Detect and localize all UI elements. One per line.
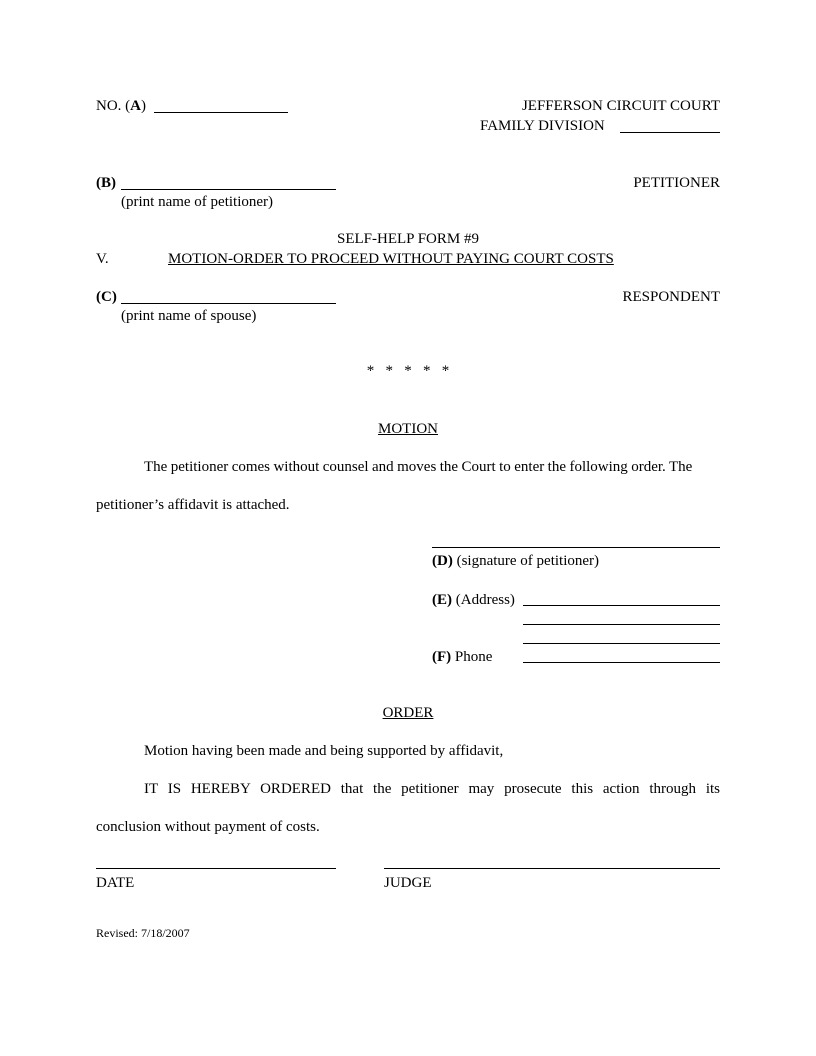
judge-signature-field[interactable] bbox=[384, 868, 720, 869]
respondent-letter-open: ( bbox=[96, 289, 101, 305]
petitioner-role: PETITIONER bbox=[633, 175, 720, 191]
address-label bbox=[432, 591, 515, 609]
case-number-prefix: NO. ( bbox=[96, 98, 131, 114]
division-label: FAMILY DIVISION bbox=[480, 118, 605, 134]
respondent-letter bbox=[96, 288, 117, 306]
date-label: DATE bbox=[96, 875, 135, 891]
phone-label bbox=[432, 648, 492, 666]
address-field-line-1[interactable] bbox=[523, 605, 720, 606]
section-separator: * * * * * bbox=[366, 363, 450, 379]
case-number-field[interactable] bbox=[154, 112, 288, 113]
signature-label bbox=[432, 552, 599, 570]
division-field[interactable] bbox=[620, 132, 720, 133]
respondent-letter-value: C bbox=[101, 289, 112, 305]
case-number-letter: A bbox=[130, 98, 142, 114]
respondent-name-field[interactable] bbox=[121, 303, 336, 304]
petitioner-letter-close: ) bbox=[111, 175, 117, 191]
address-text: (Address) bbox=[452, 592, 515, 608]
respondent-caption: (print name of spouse) bbox=[121, 308, 257, 324]
petitioner-letter-open: ( bbox=[96, 175, 101, 191]
phone-field[interactable] bbox=[523, 662, 720, 663]
motion-text-line-2: petitioner’s affidavit is attached. bbox=[96, 497, 290, 513]
signature-field[interactable] bbox=[432, 547, 720, 548]
petitioner-name-field[interactable] bbox=[121, 189, 336, 190]
petitioner-letter bbox=[96, 174, 116, 192]
date-field[interactable] bbox=[96, 868, 336, 869]
address-letter: (E) bbox=[432, 592, 452, 608]
order-text-line-2: IT IS HEREBY ORDERED that the petitioner may prosecute this action through its bbox=[144, 781, 720, 797]
signature-letter: (D) bbox=[432, 553, 453, 569]
judge-label: JUDGE bbox=[384, 875, 432, 891]
court-name: JEFFERSON CIRCUIT COURT bbox=[521, 98, 720, 114]
address-field-line-2[interactable] bbox=[523, 624, 720, 625]
form-title: SELF-HELP FORM #9 bbox=[337, 231, 479, 247]
case-number-suffix: ) bbox=[141, 98, 147, 114]
case-number-label bbox=[96, 97, 146, 115]
phone-text: Phone bbox=[451, 649, 493, 665]
form-subtitle: MOTION-ORDER TO PROCEED WITHOUT PAYING COURT COSTS bbox=[168, 251, 614, 267]
address-field-line-3[interactable] bbox=[523, 643, 720, 644]
order-text-line-3: conclusion without payment of costs. bbox=[96, 819, 320, 835]
order-heading: ORDER bbox=[382, 705, 434, 721]
petitioner-letter-value: B bbox=[101, 175, 112, 191]
phone-letter: (F) bbox=[432, 649, 452, 665]
signature-text: (signature of petitioner) bbox=[452, 553, 600, 569]
respondent-role: RESPONDENT bbox=[622, 289, 720, 305]
respondent-letter-close: ) bbox=[111, 289, 117, 305]
order-text-line-1: Motion having been made and being supported by affidavit, bbox=[144, 743, 504, 759]
motion-text-line-1: The petitioner comes without counsel and moves the Court to enter the following order. The bbox=[144, 459, 693, 475]
motion-heading: MOTION bbox=[378, 421, 438, 437]
versus-label: V. bbox=[96, 251, 109, 267]
petitioner-caption: (print name of petitioner) bbox=[121, 194, 274, 210]
revised-date: Revised: 7/18/2007 bbox=[96, 926, 190, 940]
